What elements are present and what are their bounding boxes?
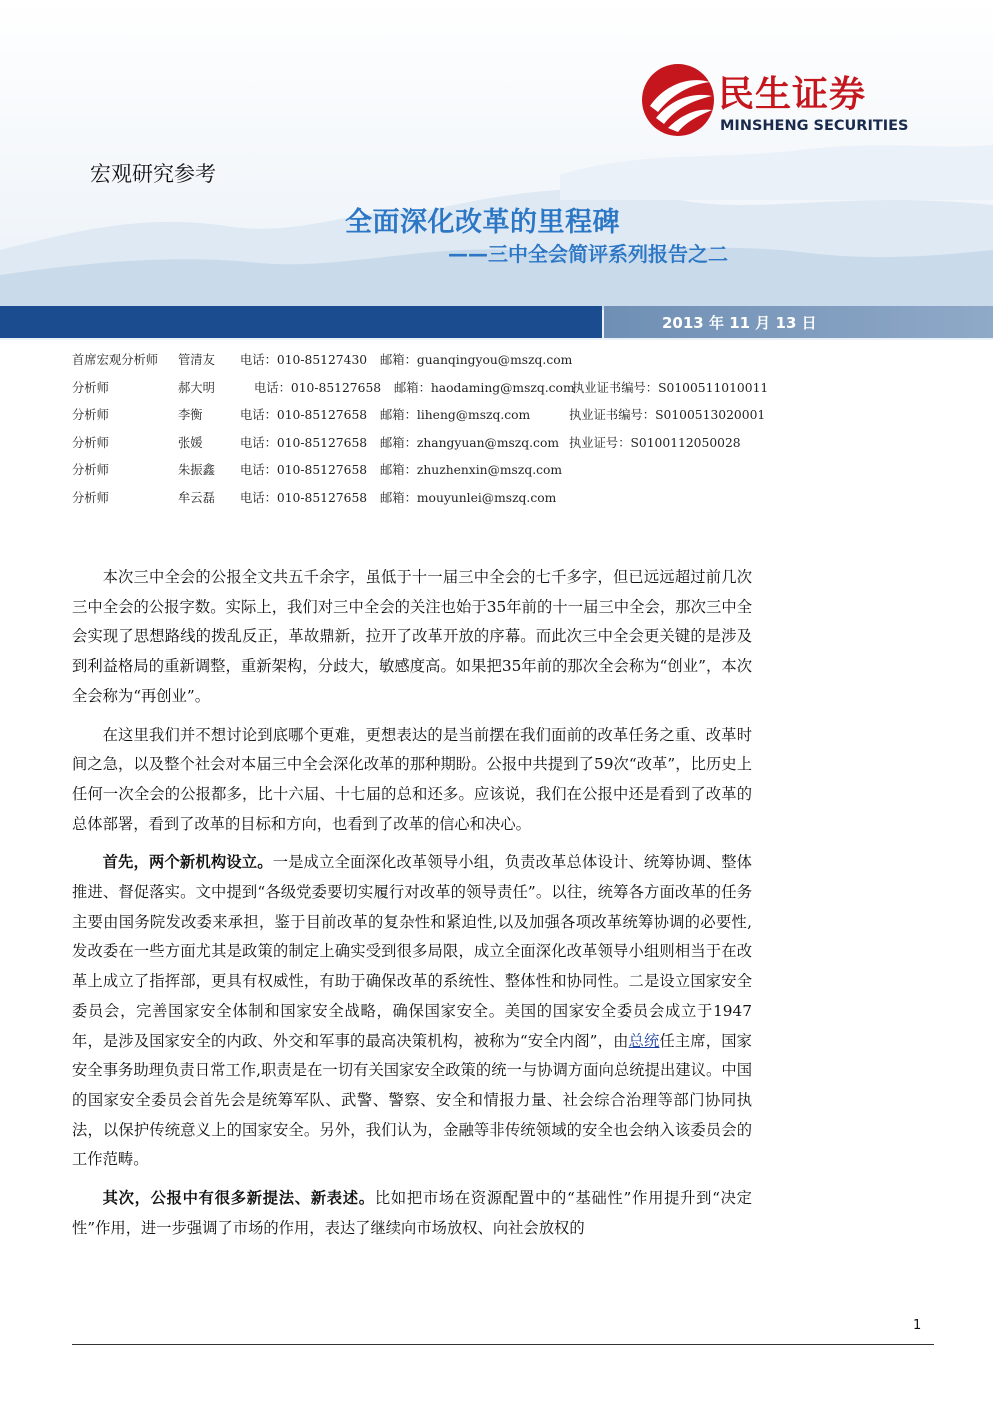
analyst-name: 李衡 xyxy=(178,408,203,422)
company-logo xyxy=(640,62,940,147)
analyst-email[interactable]: 邮箱：guanqingyou@mszq.com xyxy=(380,353,573,367)
logo-chinese-name: 民生证券 xyxy=(718,74,867,115)
analyst-email[interactable]: 邮箱：mouyunlei@mszq.com xyxy=(380,490,557,505)
analyst-name: 朱振鑫 xyxy=(178,463,215,477)
body-paragraph: 在这里我们并不想讨论到底哪个更难，更想表达的是当前摆在我们面前的改革任务之重、改革时间之急，以及整个社会对本届三中全会深化改革的那种期盼。公报中共提到了59次“改革”，比历史上任何一次全会的公报都多，比十六届、十七届的总和还多。应该说，我们在公报中还是看到了改革的总体部署，看到了改革的目标和方向，也看到了改革的信心和决心。 xyxy=(72,725,752,833)
president-link[interactable]: 总统 xyxy=(628,1031,660,1050)
analyst-name: 张媛 xyxy=(178,435,203,450)
analyst-role: 分析师 xyxy=(72,408,109,422)
analyst-cert: 执业证号：S0100112050028 xyxy=(569,435,741,450)
analyst-email[interactable]: 邮箱：zhangyuan@mszq.com xyxy=(380,435,560,450)
minsheng-logo-icon xyxy=(640,62,716,138)
body-paragraph xyxy=(72,1184,752,1243)
footer-divider xyxy=(72,1344,934,1345)
analyst-name: 郝大明 xyxy=(178,380,215,395)
report-title: 全面深化改革的里程碑 xyxy=(345,207,620,238)
report-body xyxy=(72,563,752,1252)
analyst-phone: 电话：010-85127658 xyxy=(254,380,382,395)
analyst-phone: 电话：010-85127658 xyxy=(240,490,368,505)
analyst-name: 管清友 xyxy=(178,353,215,367)
analyst-row xyxy=(72,348,932,376)
analyst-phone: 电话：010-85127658 xyxy=(240,463,368,477)
analyst-email[interactable]: 邮箱：liheng@mszq.com xyxy=(380,408,531,422)
body-paragraph: 本次三中全会的公报全文共五千余字，虽低于十一届三中全会的七千多字，但已远远超过前几次三中全会的公报字数。实际上，我们对三中全会的关注也始于35年前的十一届三中全会，那次三中全会实现了思想路线的拨乱反正，革故鼎新，拉开了改革开放的序幕。而此次三中全会更关键的是涉及到利益格局的重新调整，重新架构，分歧大，敏感度高。如果把35年前的那次全会称为“创业”，本次全会称为“再创业”。 xyxy=(72,568,752,705)
analyst-phone: 电话：010-85127658 xyxy=(240,435,368,450)
report-subtitle: ——三中全会简评系列报告之二 xyxy=(448,242,728,266)
analyst-email[interactable]: 邮箱：zhuzhenxin@mszq.com xyxy=(380,463,563,477)
paragraph-text: 一是成立全面深化改革领导小组，负责改革总体设计、统筹协调、整体推进、督促落实。文中提到“各级党委要切实履行对改革的领导责任”。以往，统筹各方面改革的任务主要由国务院发改委来承担，鉴于目前改革的复杂性和紧迫性,以及加强各项改革统筹协调的必要性,发改委在一些方面尤其是政策的制定上确实受到很多局限，成立全面深化改革领导小组则相当于在改革上成立了指挥部，更具有权威性，有助于确保改革的系统性、整体性和协同性。二是设立国家安全委员会，完善国家安全体制和国家安全战略，确保国家安全。美国的国家安全委员会成立于1947年，是涉及国家安全的内政、外交和军事的最高决策机构，被称为“安全内阁”，由 xyxy=(72,853,752,1050)
analyst-role: 分析师 xyxy=(72,490,109,505)
report-date: 2013 年 11 月 13 日 xyxy=(662,314,817,332)
page-number: 1 xyxy=(913,1318,922,1333)
analyst-row xyxy=(72,376,932,404)
analyst-phone: 电话：010-85127658 xyxy=(240,408,368,422)
analyst-row xyxy=(72,403,932,431)
logo-english-name: MINSHENG SECURITIES xyxy=(720,118,909,134)
analyst-row xyxy=(72,458,932,486)
analyst-name: 牟云磊 xyxy=(178,490,215,505)
analyst-phone: 电话：010-85127430 xyxy=(240,353,368,367)
paragraph-text: 任主席，国家安全事务助理负责日常工作,职责是在一切有关国家安全政策的统一与协调方面向总统提出建议。中国的国家安全委员会首先会是统筹军队、武警、警察、安全和情报力量、社会综合治理等部门协同执法，以保护传统意义上的国家安全。另外，我们认为，金融等非传统领域的安全也会纳入该委员会的工作范畴。 xyxy=(72,1031,752,1169)
header-band-left xyxy=(0,306,602,338)
analyst-role: 分析师 xyxy=(72,435,109,450)
analyst-cert: 执业证书编号：S0100513020001 xyxy=(569,408,766,422)
report-type: 宏观研究参考 xyxy=(90,162,216,186)
analyst-role: 首席宏观分析师 xyxy=(72,353,159,367)
paragraph-text: 比如把市场在资源配置中的“基础性”作用提升到“决定性”作用，进一步强调了市场的作用，表达了继续向市场放权、向社会放权的 xyxy=(72,1189,752,1237)
analyst-cert: 执业证书编号：S0100511010011 xyxy=(572,380,769,395)
paragraph-heading: 首先，两个新机构设立。 xyxy=(102,853,273,872)
analyst-list xyxy=(72,348,932,513)
analyst-row xyxy=(72,431,932,459)
analyst-row xyxy=(72,486,932,514)
body-paragraph xyxy=(72,848,752,1175)
analyst-role: 分析师 xyxy=(72,463,109,477)
analyst-role: 分析师 xyxy=(72,380,109,395)
paragraph-heading: 其次，公报中有很多新提法、新表述。 xyxy=(102,1189,375,1208)
analyst-email[interactable]: 邮箱：haodaming@mszq.com xyxy=(394,380,575,395)
